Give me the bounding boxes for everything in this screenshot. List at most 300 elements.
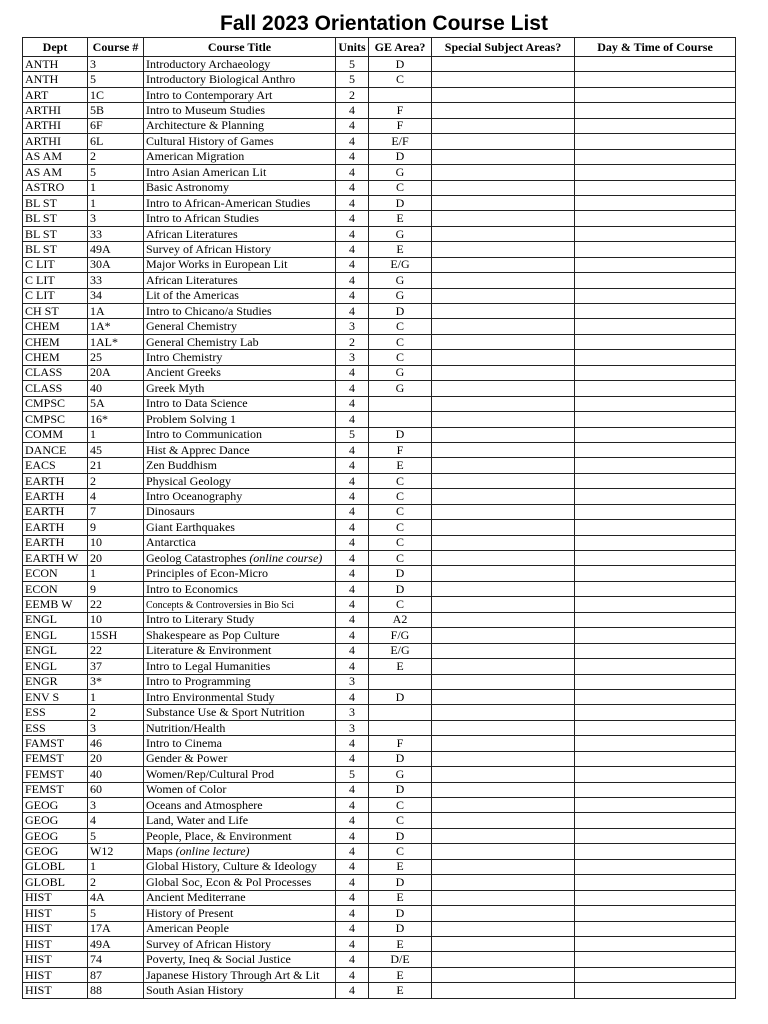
course-title-text: Ancient Mediterrane <box>146 890 246 905</box>
cell-dept: EEMB W <box>23 597 88 612</box>
cell-course-title <box>144 983 336 998</box>
cell-course-title <box>144 195 336 210</box>
cell-dept: ARTHI <box>23 118 88 133</box>
cell-day-time <box>575 936 736 951</box>
course-table-body <box>23 57 736 999</box>
cell-ge-area <box>369 396 432 411</box>
cell-course-title <box>144 921 336 936</box>
cell-special-subject-areas <box>432 87 575 102</box>
table-row <box>23 257 736 272</box>
cell-ge-area: C <box>369 798 432 813</box>
cell-course-title <box>144 304 336 319</box>
cell-course-title <box>144 967 336 982</box>
cell-units: 4 <box>336 103 369 118</box>
cell-course-title <box>144 628 336 643</box>
cell-units: 4 <box>336 134 369 149</box>
cell-dept: HIST <box>23 921 88 936</box>
cell-day-time <box>575 782 736 797</box>
cell-course-title <box>144 952 336 967</box>
cell-day-time <box>575 720 736 735</box>
cell-day-time <box>575 597 736 612</box>
cell-day-time <box>575 226 736 241</box>
cell-course-number: 7 <box>88 504 144 519</box>
cell-ge-area: D <box>369 581 432 596</box>
table-row <box>23 57 736 72</box>
table-row <box>23 103 736 118</box>
cell-course-title <box>144 659 336 674</box>
cell-special-subject-areas <box>432 689 575 704</box>
cell-units: 4 <box>336 195 369 210</box>
header-course-title: Course Title <box>144 38 336 57</box>
cell-course-title <box>144 936 336 951</box>
cell-course-number: 15SH <box>88 628 144 643</box>
cell-dept: ARTHI <box>23 134 88 149</box>
cell-special-subject-areas <box>432 473 575 488</box>
cell-course-title <box>144 165 336 180</box>
cell-day-time <box>575 304 736 319</box>
course-title-text: Intro to Legal Humanities <box>146 658 271 673</box>
cell-ge-area: D <box>369 195 432 210</box>
cell-special-subject-areas <box>432 458 575 473</box>
cell-course-title <box>144 643 336 658</box>
cell-dept: CLASS <box>23 365 88 380</box>
table-row <box>23 350 736 365</box>
table-row <box>23 473 736 488</box>
cell-ge-area: C <box>369 520 432 535</box>
cell-ge-area: G <box>369 165 432 180</box>
course-title-text: Intro to African-American Studies <box>146 195 311 210</box>
cell-dept: ENGL <box>23 643 88 658</box>
cell-ge-area: C <box>369 551 432 566</box>
cell-special-subject-areas <box>432 674 575 689</box>
cell-units: 4 <box>336 844 369 859</box>
table-row <box>23 597 736 612</box>
course-title-text: Intro Asian American Lit <box>146 164 267 179</box>
table-row <box>23 890 736 905</box>
cell-course-number: 5 <box>88 906 144 921</box>
cell-ge-area: E/G <box>369 643 432 658</box>
cell-course-number: 1 <box>88 566 144 581</box>
table-row <box>23 304 736 319</box>
cell-course-number: 20 <box>88 751 144 766</box>
cell-units: 4 <box>336 535 369 550</box>
table-row <box>23 87 736 102</box>
cell-special-subject-areas <box>432 134 575 149</box>
cell-course-title <box>144 890 336 905</box>
cell-dept: HIST <box>23 936 88 951</box>
cell-units: 3 <box>336 705 369 720</box>
table-row <box>23 442 736 457</box>
cell-ge-area: F/G <box>369 628 432 643</box>
course-title-text: Intro to Contemporary Art <box>146 87 273 102</box>
table-row <box>23 149 736 164</box>
course-title-text: Introductory Archaeology <box>146 56 271 71</box>
cell-course-number: 22 <box>88 643 144 658</box>
cell-ge-area: C <box>369 504 432 519</box>
cell-course-number: 88 <box>88 983 144 998</box>
table-row <box>23 612 736 627</box>
cell-course-number: 3* <box>88 674 144 689</box>
cell-dept: FAMST <box>23 736 88 751</box>
cell-course-number: 10 <box>88 612 144 627</box>
cell-ge-area: D <box>369 751 432 766</box>
course-title-text: Poverty, Ineq & Social Justice <box>146 952 291 967</box>
cell-ge-area <box>369 674 432 689</box>
cell-course-title <box>144 828 336 843</box>
cell-dept: BL ST <box>23 242 88 257</box>
cell-day-time <box>575 983 736 998</box>
cell-course-number: 1A* <box>88 319 144 334</box>
table-row <box>23 242 736 257</box>
cell-dept: EARTH <box>23 520 88 535</box>
cell-units: 4 <box>336 628 369 643</box>
course-table <box>22 37 736 999</box>
course-title-text: Intro to Economics <box>146 581 238 596</box>
cell-units: 4 <box>336 643 369 658</box>
cell-day-time <box>575 165 736 180</box>
cell-units: 4 <box>336 751 369 766</box>
course-title-text: Problem Solving 1 <box>146 411 237 426</box>
cell-course-number: 22 <box>88 597 144 612</box>
cell-course-title <box>144 581 336 596</box>
course-title-text: Greek Myth <box>146 380 205 395</box>
cell-course-number: 34 <box>88 288 144 303</box>
cell-course-number: 1 <box>88 689 144 704</box>
cell-day-time <box>575 844 736 859</box>
cell-course-number: 60 <box>88 782 144 797</box>
cell-ge-area: E <box>369 936 432 951</box>
course-title-text: Land, Water and Life <box>146 813 249 828</box>
cell-ge-area: C <box>369 350 432 365</box>
table-row <box>23 674 736 689</box>
cell-special-subject-areas <box>432 936 575 951</box>
cell-day-time <box>575 921 736 936</box>
cell-dept: ASTRO <box>23 180 88 195</box>
cell-day-time <box>575 118 736 133</box>
cell-course-number: 1C <box>88 87 144 102</box>
cell-course-number: 49A <box>88 242 144 257</box>
cell-units: 2 <box>336 334 369 349</box>
cell-units: 4 <box>336 211 369 226</box>
cell-ge-area: D <box>369 149 432 164</box>
cell-units: 3 <box>336 350 369 365</box>
cell-units: 4 <box>336 304 369 319</box>
cell-units: 3 <box>336 674 369 689</box>
cell-units: 5 <box>336 57 369 72</box>
cell-dept: HIST <box>23 983 88 998</box>
cell-ge-area: E <box>369 890 432 905</box>
cell-ge-area: D <box>369 304 432 319</box>
cell-ge-area: E <box>369 859 432 874</box>
cell-units: 4 <box>336 473 369 488</box>
cell-course-title <box>144 319 336 334</box>
cell-special-subject-areas <box>432 118 575 133</box>
cell-course-number: 3 <box>88 211 144 226</box>
cell-day-time <box>575 134 736 149</box>
cell-course-number: 33 <box>88 226 144 241</box>
cell-dept: C LIT <box>23 288 88 303</box>
course-title-text: Intro Environmental Study <box>146 689 275 704</box>
cell-units: 4 <box>336 458 369 473</box>
cell-course-number: 30A <box>88 257 144 272</box>
cell-course-number: 5A <box>88 396 144 411</box>
cell-day-time <box>575 581 736 596</box>
cell-course-title <box>144 489 336 504</box>
cell-course-title <box>144 736 336 751</box>
cell-units: 4 <box>336 813 369 828</box>
cell-course-number: 20 <box>88 551 144 566</box>
cell-day-time <box>575 334 736 349</box>
cell-special-subject-areas <box>432 875 575 890</box>
cell-course-number: 2 <box>88 705 144 720</box>
table-row <box>23 859 736 874</box>
cell-special-subject-areas <box>432 489 575 504</box>
header-special-subject-areas: Special Subject Areas? <box>432 38 575 57</box>
cell-course-number: 2 <box>88 473 144 488</box>
cell-special-subject-areas <box>432 535 575 550</box>
cell-special-subject-areas <box>432 180 575 195</box>
cell-course-number: 1AL* <box>88 334 144 349</box>
course-title-text: Intro Chemistry <box>146 350 223 365</box>
course-title-text: Basic Astronomy <box>146 180 229 195</box>
cell-special-subject-areas <box>432 226 575 241</box>
cell-units: 4 <box>336 859 369 874</box>
cell-ge-area: D <box>369 782 432 797</box>
cell-ge-area: E <box>369 211 432 226</box>
cell-units: 4 <box>336 566 369 581</box>
course-title-text: Global Soc, Econ & Pol Processes <box>146 874 312 889</box>
cell-dept: HIST <box>23 952 88 967</box>
cell-course-number: 3 <box>88 798 144 813</box>
cell-dept: EACS <box>23 458 88 473</box>
cell-day-time <box>575 535 736 550</box>
cell-units: 4 <box>336 736 369 751</box>
cell-ge-area: C <box>369 180 432 195</box>
header-course-number: Course # <box>88 38 144 57</box>
cell-special-subject-areas <box>432 751 575 766</box>
header-dept: Dept <box>23 38 88 57</box>
cell-course-number: 74 <box>88 952 144 967</box>
table-row <box>23 751 736 766</box>
cell-units: 4 <box>336 257 369 272</box>
cell-units: 4 <box>336 226 369 241</box>
table-row <box>23 952 736 967</box>
course-title-text: African Literatures <box>146 226 238 241</box>
cell-course-number: 21 <box>88 458 144 473</box>
cell-course-number: 20A <box>88 365 144 380</box>
cell-day-time <box>575 489 736 504</box>
cell-special-subject-areas <box>432 504 575 519</box>
cell-course-number: 16* <box>88 412 144 427</box>
table-row <box>23 381 736 396</box>
table-row <box>23 427 736 442</box>
cell-special-subject-areas <box>432 659 575 674</box>
cell-ge-area: C <box>369 535 432 550</box>
cell-special-subject-areas <box>432 844 575 859</box>
cell-special-subject-areas <box>432 365 575 380</box>
table-row <box>23 195 736 210</box>
cell-special-subject-areas <box>432 319 575 334</box>
cell-dept: ENGL <box>23 628 88 643</box>
cell-course-title <box>144 674 336 689</box>
cell-ge-area: G <box>369 288 432 303</box>
cell-units: 4 <box>336 412 369 427</box>
cell-ge-area: G <box>369 226 432 241</box>
cell-course-title <box>144 782 336 797</box>
cell-units: 4 <box>336 983 369 998</box>
cell-day-time <box>575 612 736 627</box>
course-title-text: General Chemistry Lab <box>146 334 259 349</box>
cell-dept: ENGL <box>23 659 88 674</box>
course-title-text: Nutrition/Health <box>146 720 226 735</box>
cell-special-subject-areas <box>432 442 575 457</box>
cell-course-number: 9 <box>88 581 144 596</box>
cell-dept: HIST <box>23 906 88 921</box>
course-format-note: (online lecture) <box>175 844 250 859</box>
cell-dept: ECON <box>23 581 88 596</box>
cell-special-subject-areas <box>432 859 575 874</box>
cell-special-subject-areas <box>432 350 575 365</box>
cell-special-subject-areas <box>432 612 575 627</box>
cell-course-title <box>144 257 336 272</box>
cell-dept: GLOBL <box>23 859 88 874</box>
cell-day-time <box>575 736 736 751</box>
cell-course-number: 3 <box>88 57 144 72</box>
cell-special-subject-areas <box>432 288 575 303</box>
table-row <box>23 983 736 998</box>
cell-special-subject-areas <box>432 628 575 643</box>
cell-course-number: 49A <box>88 936 144 951</box>
cell-day-time <box>575 906 736 921</box>
cell-units: 5 <box>336 767 369 782</box>
cell-day-time <box>575 427 736 442</box>
cell-day-time <box>575 412 736 427</box>
course-title-text: Lit of the Americas <box>146 288 239 303</box>
cell-dept: ESS <box>23 720 88 735</box>
table-row <box>23 489 736 504</box>
cell-ge-area: D/E <box>369 952 432 967</box>
course-title-text: Maps <box>146 844 176 859</box>
course-title-text: Concepts & Controversies in Bio Sci <box>146 599 295 611</box>
cell-units: 4 <box>336 612 369 627</box>
cell-units: 4 <box>336 520 369 535</box>
cell-day-time <box>575 180 736 195</box>
cell-course-title <box>144 551 336 566</box>
cell-dept: ENGR <box>23 674 88 689</box>
cell-ge-area: G <box>369 273 432 288</box>
course-title-text: Intro to Museum Studies <box>146 103 265 118</box>
cell-course-number: 45 <box>88 442 144 457</box>
cell-course-title <box>144 612 336 627</box>
course-format-note: (online course) <box>249 550 323 565</box>
cell-dept: GEOG <box>23 828 88 843</box>
cell-day-time <box>575 319 736 334</box>
cell-course-title <box>144 689 336 704</box>
cell-course-title <box>144 844 336 859</box>
cell-units: 5 <box>336 72 369 87</box>
cell-course-title <box>144 149 336 164</box>
cell-dept: GEOG <box>23 813 88 828</box>
course-title-text: Architecture & Planning <box>146 118 264 133</box>
cell-ge-area: C <box>369 319 432 334</box>
cell-course-title <box>144 859 336 874</box>
cell-dept: COMM <box>23 427 88 442</box>
cell-course-number: 5 <box>88 72 144 87</box>
cell-ge-area: E <box>369 659 432 674</box>
cell-course-number: 10 <box>88 535 144 550</box>
cell-units: 4 <box>336 581 369 596</box>
table-row <box>23 828 736 843</box>
course-title-text: Literature & Environment <box>146 643 272 658</box>
course-title-text: General Chemistry <box>146 319 237 334</box>
cell-special-subject-areas <box>432 983 575 998</box>
cell-dept: ART <box>23 87 88 102</box>
cell-ge-area: D <box>369 566 432 581</box>
cell-units: 4 <box>336 890 369 905</box>
cell-course-title <box>144 273 336 288</box>
cell-course-number: 17A <box>88 921 144 936</box>
cell-units: 4 <box>336 442 369 457</box>
cell-units: 4 <box>336 967 369 982</box>
course-title-text: American Migration <box>146 149 245 164</box>
cell-day-time <box>575 967 736 982</box>
course-title-text: Oceans and Atmosphere <box>146 797 263 812</box>
cell-course-title <box>144 705 336 720</box>
cell-ge-area: C <box>369 334 432 349</box>
cell-course-number: 1 <box>88 427 144 442</box>
table-row <box>23 334 736 349</box>
table-row <box>23 720 736 735</box>
cell-course-title <box>144 134 336 149</box>
cell-dept: CMPSC <box>23 412 88 427</box>
cell-dept: AS AM <box>23 165 88 180</box>
cell-dept: HIST <box>23 890 88 905</box>
cell-special-subject-areas <box>432 828 575 843</box>
cell-ge-area: C <box>369 489 432 504</box>
cell-course-number: 6L <box>88 134 144 149</box>
cell-day-time <box>575 365 736 380</box>
cell-course-title <box>144 57 336 72</box>
cell-units: 2 <box>336 87 369 102</box>
cell-day-time <box>575 520 736 535</box>
cell-day-time <box>575 396 736 411</box>
cell-dept: GEOG <box>23 844 88 859</box>
cell-ge-area: C <box>369 473 432 488</box>
cell-units: 4 <box>336 551 369 566</box>
cell-course-number: W12 <box>88 844 144 859</box>
header-ge-area: GE Area? <box>369 38 432 57</box>
cell-day-time <box>575 381 736 396</box>
cell-ge-area: G <box>369 767 432 782</box>
course-title-text: History of Present <box>146 905 234 920</box>
table-row <box>23 689 736 704</box>
course-title-text: Gender & Power <box>146 751 228 766</box>
table-row <box>23 504 736 519</box>
table-row <box>23 226 736 241</box>
cell-special-subject-areas <box>432 736 575 751</box>
cell-special-subject-areas <box>432 967 575 982</box>
course-title-text: Giant Earthquakes <box>146 519 235 534</box>
course-title-text: Introductory Biological Anthro <box>146 72 296 87</box>
table-row <box>23 396 736 411</box>
cell-dept: BL ST <box>23 211 88 226</box>
cell-dept: EARTH <box>23 535 88 550</box>
cell-course-number: 9 <box>88 520 144 535</box>
cell-special-subject-areas <box>432 381 575 396</box>
cell-special-subject-areas <box>432 581 575 596</box>
cell-dept: EARTH <box>23 489 88 504</box>
cell-special-subject-areas <box>432 798 575 813</box>
